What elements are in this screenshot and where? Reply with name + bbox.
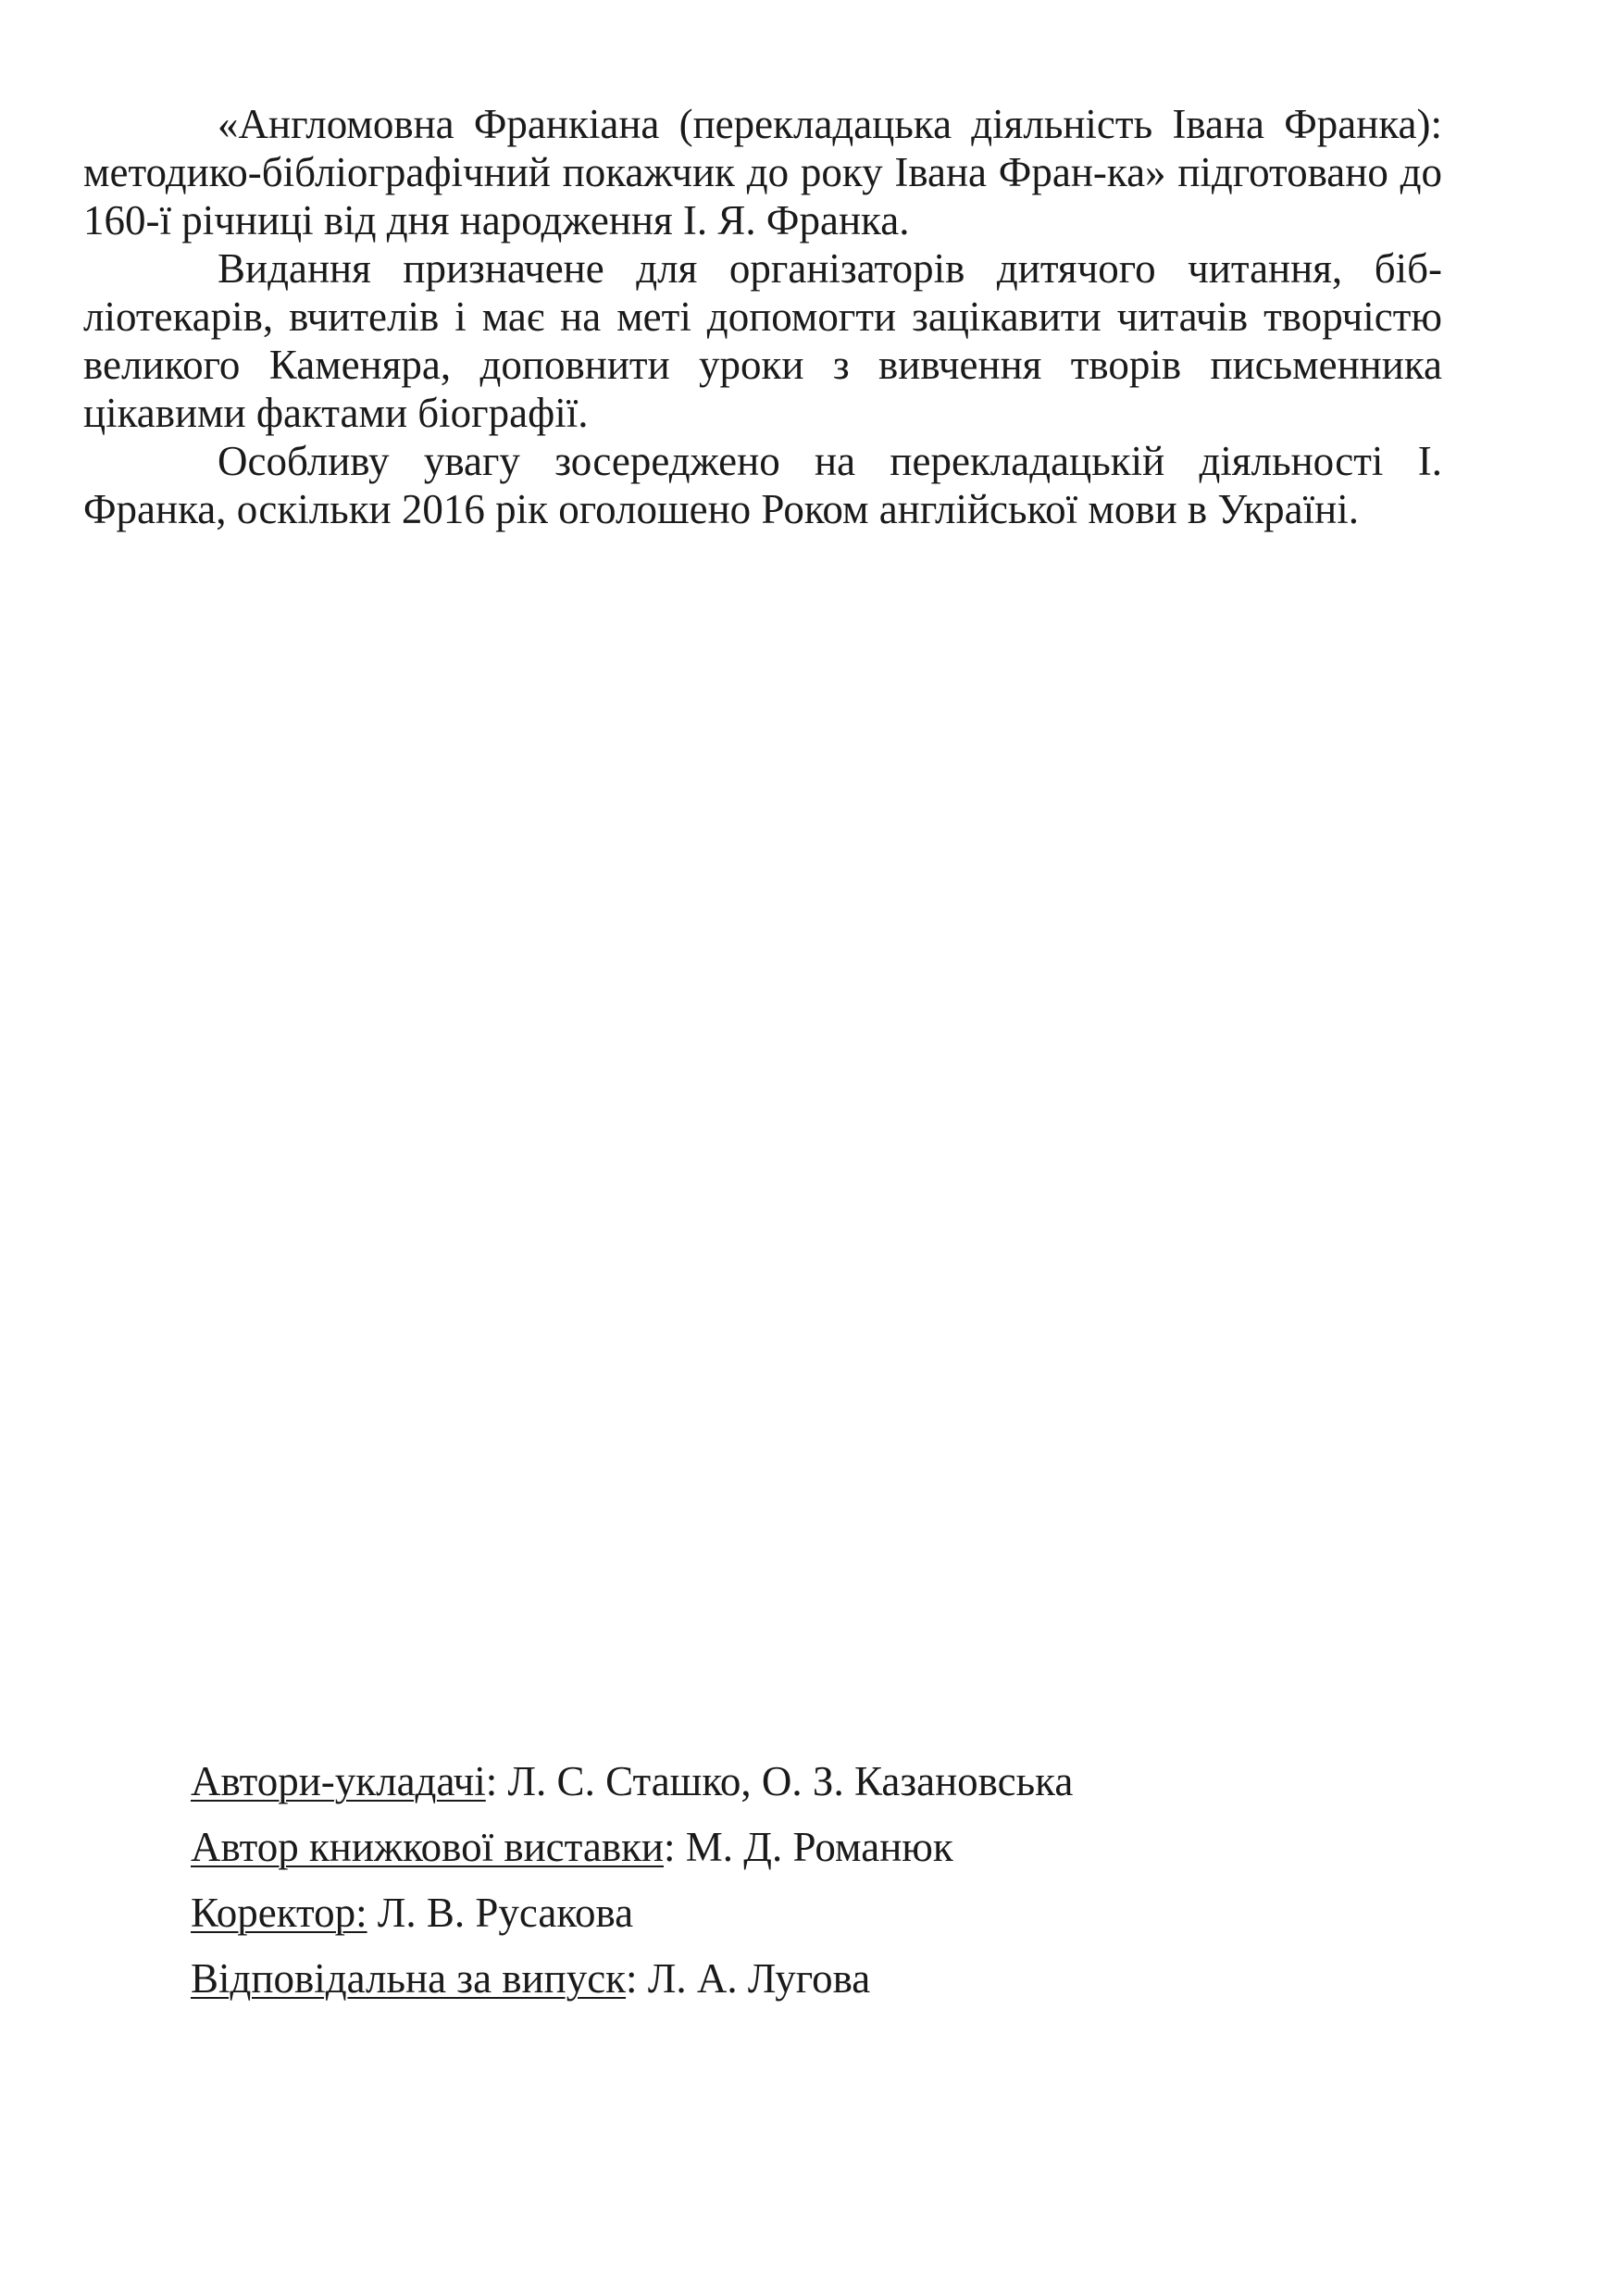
credit-responsible [191,1954,1073,2003]
credit-separator: : [626,1955,638,2002]
credit-names: Л. В. Русакова [367,1890,634,1936]
paragraph-intro: «Англомовна Франкіана (перекладацька діяльність Івана Франка): методико-бібліографічний покажчик до року Івана Фран-ка» підготовано до 160-ї річниці від дня народження І. Я. Франка. [83,101,1442,243]
credit-names: Л. С. Сташко, О. З. Казановська [497,1758,1074,1804]
credits-block [191,1757,1073,2020]
credit-exhibition-author [191,1823,1073,1871]
credit-role: Автори-укладачі [191,1758,486,1804]
credit-proofreader [191,1889,1073,1937]
credit-role: Автор книжкової виставки [191,1824,665,1870]
credit-separator: : [485,1758,498,1804]
credit-role: Відповідальна за випуск [191,1955,627,2002]
credit-role: Коректор: [191,1890,367,1936]
credit-compilers [191,1757,1073,1805]
annotation-text [83,100,1442,533]
paragraph-audience: Видання призначене для організаторів дитячого читання, біб-ліотекарів, вчителів і має на меті допомогти зацікавити читачів творчістю великого Каменяра, доповнити уроки з вивчення творів письменника цікавими фактами біографії. [83,245,1442,436]
credit-separator: : [664,1824,676,1870]
paragraph-focus: Особливу увагу зосереджено на перекладацькій діяльності І. Франка, оскільки 2016 рік оголошено Роком англійської мови в Україні. [83,438,1442,532]
credit-names: М. Д. Романюк [675,1824,953,1870]
credit-names: Л. А. Лугова [637,1955,871,2002]
